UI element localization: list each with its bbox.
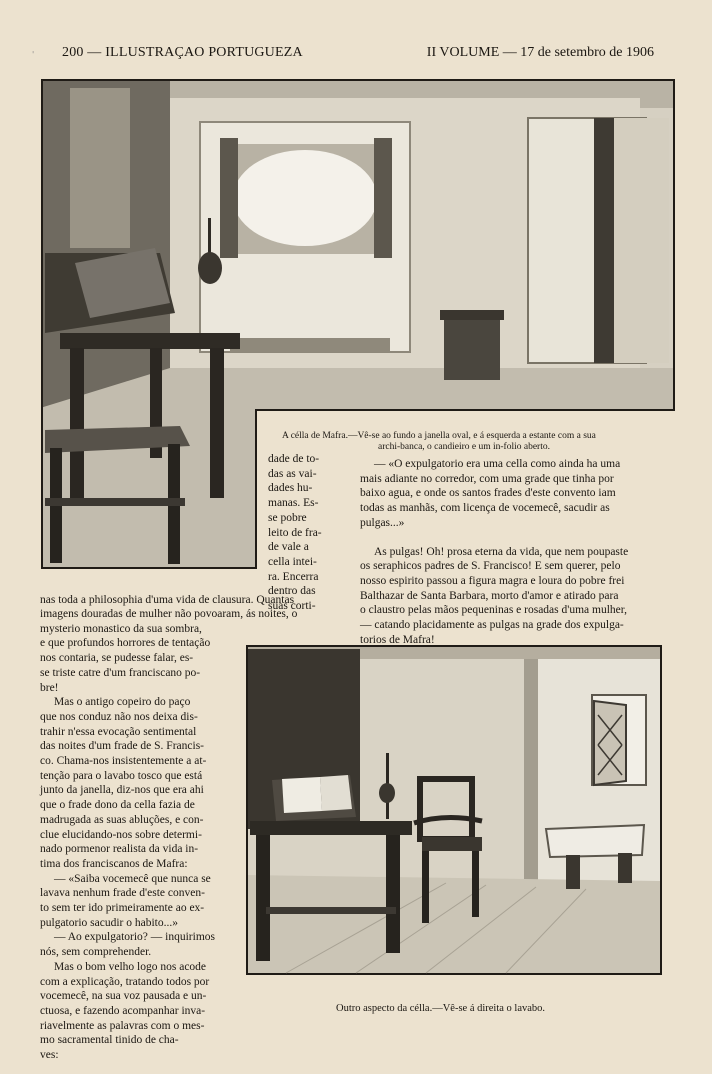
text-line: das noites d'um frade de S. Francis- — [40, 740, 204, 753]
text-line: vocemecê, na sua voz pausada e un- — [40, 990, 207, 1003]
text-line: — «Saiba vocemecê que nunca se — [54, 872, 211, 885]
text-line: e que profundos horrores de tentação — [40, 637, 211, 650]
text-line: nado pormenor realista da vida in- — [40, 843, 199, 856]
text-line: — catando placidamente as pulgas na grade dos expulga- — [360, 619, 624, 632]
text-line: se pobre — [268, 511, 307, 524]
text-line: mysterio monastico da sua sombra, — [40, 622, 202, 635]
page-header-title: 200 — ILLUSTRAÇAO PORTUGUEZA — [62, 45, 303, 60]
text-line: os seraphicos padres de S. Francisco! E sem querer, pelo — [360, 560, 621, 573]
page-header-volume-date: II VOLUME — 17 de setembro de 1906 — [426, 45, 654, 60]
narrow-text-column — [268, 452, 340, 614]
text-line: — Ao expulgatorio? — inquirimos — [54, 931, 215, 944]
full-width-text-line: nas toda a philosophia d'uma vida de clausura. Quantas — [40, 594, 295, 606]
text-line: dentro das — [268, 585, 316, 598]
text-line: bre! — [40, 681, 59, 694]
text-line: todas as manhãs, com licença de vocemecê, sacudir as — [360, 502, 610, 515]
text-line: co. Chama-nos insistentemente a at- — [40, 755, 207, 768]
text-line: baixo agua, e onde os santos frades d'este convento iam — [360, 487, 616, 500]
text-line: tenção para o lavabo tosco que está — [40, 769, 203, 782]
text-line: leito de fra- — [268, 526, 322, 539]
text-line: clue elucidando-nos sobre determi- — [40, 828, 202, 841]
text-line: nos contaria, se pudesse falar, es- — [40, 652, 194, 665]
text-line: lavava nenhum frade d'este conven- — [40, 887, 205, 900]
top-caption-line: archi-banca, o candieiro e um in-folio aberto. — [378, 442, 550, 452]
margin-mark: ' — [32, 50, 35, 59]
text-line: que o frade dono da cella fazia de — [40, 799, 195, 812]
text-line: mo sacramental tinido de cha- — [40, 1034, 179, 1047]
text-line: ra. Encerra — [268, 570, 319, 583]
text-line: nosso espirito passou a figura magra e loura do pobre frei — [360, 574, 625, 587]
text-line: das as vai- — [268, 467, 317, 480]
text-line: to sem ter ido primeiramente ao ex- — [40, 902, 205, 915]
text-line: — «O expulgatorio era uma cella como ainda ha uma — [374, 458, 621, 470]
text-line: o claustro pelas mãos pequeninas e rosadas d'uma mulher, — [360, 604, 627, 617]
text-line: trahir n'essa evocação sentimental — [40, 725, 197, 738]
text-line: torios de Mafra! — [360, 633, 435, 646]
text-line: ves: — [40, 1049, 59, 1062]
text-line: ctuosa, e fazendo acompanhar inva- — [40, 1004, 206, 1017]
text-line: nós, sem comprehender. — [40, 946, 152, 959]
text-line: tima dos franciscanos de Mafra: — [40, 857, 188, 870]
text-line: se triste catre d'um franciscano po- — [40, 666, 201, 679]
text-line: dades hu- — [268, 482, 313, 495]
text-line: pulgatorio sacudir o habito...» — [40, 916, 178, 929]
text-line: imagens douradas de mulher não povoaram, ás noites, o — [40, 608, 298, 620]
text-line: de vale a — [268, 541, 309, 554]
text-line: que nos conduz não nos deixa dis- — [40, 710, 198, 723]
text-line: cella intei- — [268, 555, 317, 568]
text-line: madrugada as suas abluções, e con- — [40, 813, 204, 826]
top-caption-line: A célla de Mafra.—Vê-se ao fundo a janella oval, e á esquerda a estante com a sua — [282, 431, 596, 441]
top-photo-caption — [282, 431, 672, 453]
bottom-photo-cell-other-aspect — [246, 645, 662, 975]
text-line: Mas o antigo copeiro do paço — [54, 696, 191, 709]
text-line: manas. Es- — [268, 497, 319, 510]
text-line: junto da janella, diz-nos que era ahi — [40, 784, 204, 797]
left-text-column — [40, 607, 298, 1063]
text-line: pulgas...» — [360, 516, 405, 529]
text-line: Mas o bom velho logo nos acode — [54, 960, 207, 973]
bottom-photo-caption: Outro aspecto da célla.—Vê-se á direita o lavabo. — [336, 1003, 546, 1014]
text-line: riavelmente as palavras com o mes- — [40, 1019, 205, 1032]
text-line: Balthazar de Santa Barbara, morto d'amor e atirado para — [360, 589, 619, 602]
text-line: dade de to- — [268, 453, 320, 465]
text-line: suas corti- — [268, 600, 316, 613]
text-line: com a explicação, tratando todos por — [40, 975, 210, 988]
text-line: mais adiante no corredor, com uma grade que tinha por — [360, 472, 614, 485]
text-line: As pulgas! Oh! prosa eterna da vida, que nem poupaste — [374, 545, 629, 558]
right-text-column — [360, 457, 672, 647]
